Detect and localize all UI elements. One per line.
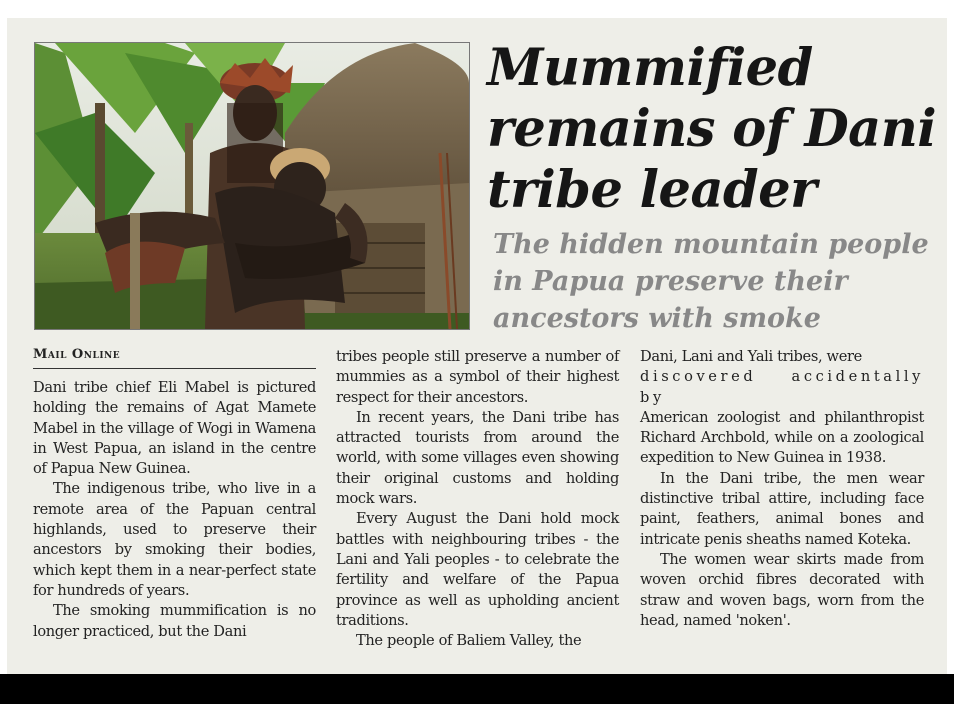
paragraph: In the Dani tribe, the men wear distinctive tribal attire, including face paint, feathers, animal bones and intricate penis sheaths named Koteka. (640, 469, 924, 548)
paragraph-line: Dani, Lani and Yali tribes, were (640, 348, 862, 365)
body-column-2 (336, 347, 619, 651)
byline: Mail Online (33, 347, 316, 369)
paragraph: The indigenous tribe, who live in a remote area of the Papuan central highlands, used to preserve their ancestors by smoking their bodies, which kept them in a near-perfect state for hundreds of years. (33, 480, 316, 599)
paragraph: The women wear skirts made from woven orchid fibres decorated with straw and woven bags, worn from the head, named 'noken'. (640, 550, 924, 629)
paragraph-line: discovered accidentally by (640, 368, 924, 406)
body-column-1 (33, 378, 316, 642)
paragraph: American zoologist and philanthropist Richard Archbold, while on a zoological expedition to New Guinea in 1938. (640, 408, 924, 467)
paragraph: The people of Baliem Valley, the (356, 632, 582, 650)
subheadline: The hidden mountain people in Papua preserve their ancestors with smoke (493, 229, 929, 334)
bottom-frame-bar (0, 674, 954, 704)
paragraph: Dani tribe chief Eli Mabel is pictured holding the remains of Agat Mamete Mabel in the village of Wogi in Wamena in West Papua, an island in the centre of Papua New Guinea. (33, 379, 316, 478)
paragraph: tribes people still preserve a number of mummies as a symbol of their highest respect for their ancestors. (336, 348, 619, 406)
headline: Mummified remains of Dani tribe leader (487, 38, 937, 220)
article-photo (34, 42, 470, 330)
newspaper-clipping (7, 18, 947, 674)
top-margin (0, 0, 954, 18)
paragraph: In recent years, the Dani tribe has attracted tourists from around the world, with some villages even showing their original customs and holding mock wars. (336, 408, 619, 508)
body-column-3 (640, 347, 924, 631)
paragraph: Every August the Dani hold mock battles with neighbouring tribes - the Lani and Yali peoples - to celebrate the fertility and welfare of the Papua province as well as upholding ancient traditions. (336, 510, 619, 629)
photo-of-tribe-chief-holding-mummy (35, 43, 469, 329)
paragraph: The smoking mummification is no longer practiced, but the Dani (33, 602, 316, 640)
